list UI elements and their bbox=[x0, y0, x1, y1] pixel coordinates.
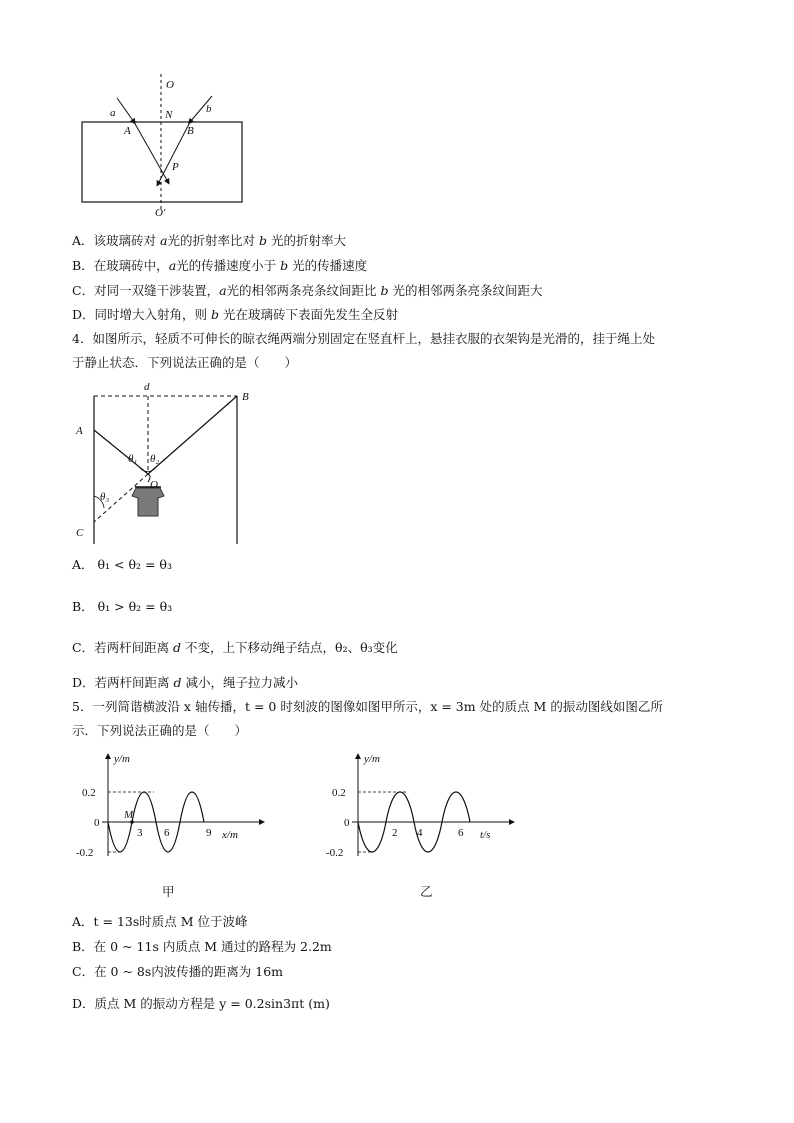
label-C: C bbox=[76, 527, 84, 539]
graph-jia bbox=[72, 748, 272, 868]
caption-jia: 甲 bbox=[162, 884, 175, 899]
ylabel: y/m bbox=[114, 753, 130, 765]
label-b: b bbox=[206, 103, 212, 115]
graph-yi bbox=[322, 748, 522, 868]
q3-option-a: A．该玻璃砖对 a光的折射率比对 b 光的折射率大 bbox=[72, 233, 346, 248]
label-B: B bbox=[242, 391, 249, 403]
caption-yi: 乙 bbox=[420, 884, 433, 899]
q4-stem-line-2: 于静止状态．下列说法正确的是（ ） bbox=[72, 355, 298, 370]
rope-AO bbox=[94, 430, 148, 474]
xtick-2: 2 bbox=[392, 827, 398, 839]
ytick--0.2: -0.2 bbox=[326, 847, 344, 859]
label-P: P bbox=[172, 161, 179, 173]
q3-option-d: D．同时增大入射角，则 b 光在玻璃砖下表面先发生全反射 bbox=[72, 307, 398, 322]
shirt bbox=[132, 488, 164, 516]
ytick--0.2: -0.2 bbox=[76, 847, 94, 859]
label-d: d bbox=[144, 381, 150, 393]
xtick-9: 9 bbox=[206, 827, 212, 839]
label-B: B bbox=[187, 125, 194, 137]
label-O: O bbox=[150, 479, 158, 491]
q4-option-b: B． θ₁ > θ₂ = θ₃ bbox=[72, 599, 173, 614]
label-theta3: θ₃ bbox=[100, 491, 110, 503]
label-N: N bbox=[165, 109, 173, 121]
label-O: O bbox=[166, 79, 174, 91]
ytick-0.2: 0.2 bbox=[82, 787, 96, 799]
q5-option-d: D．质点 M 的振动方程是 y = 0.2sin3πt (m) bbox=[72, 996, 330, 1011]
xlabel: t/s bbox=[480, 829, 491, 841]
ray-a-incident bbox=[117, 98, 134, 122]
ray-a-refracted bbox=[134, 122, 168, 182]
q5-option-b: B．在 0 ~ 11s 内质点 M 通过的路程为 2.2m bbox=[72, 939, 332, 954]
ytick-0.2: 0.2 bbox=[332, 787, 346, 799]
xtick-4: 4 bbox=[417, 827, 423, 839]
xlabel: x/m bbox=[222, 829, 238, 841]
glass-block bbox=[82, 122, 242, 202]
label-A: A bbox=[124, 125, 131, 137]
ytick-0: 0 bbox=[94, 817, 100, 829]
q5-stem-line-2: 示．下列说法正确的是（ ） bbox=[72, 723, 248, 738]
label-A: A bbox=[76, 425, 83, 437]
q4-option-d: D．若两杆间距离 d 减小，绳子拉力减小 bbox=[72, 675, 298, 690]
xtick-3: 3 bbox=[137, 827, 143, 839]
point-M-label: M bbox=[124, 809, 134, 821]
label-theta2: θ₂ bbox=[150, 453, 160, 465]
q4-stem-line-1: 4．如图所示，轻质不可伸长的晾衣绳两端分别固定在竖直杆上，悬挂衣服的衣架钩是光滑的，挂于绳上处 bbox=[72, 331, 655, 346]
label-a: a bbox=[110, 107, 116, 119]
q3-option-b: B．在玻璃砖中，a光的传播速度小于 b 光的传播速度 bbox=[72, 258, 368, 273]
label-O-prime: O' bbox=[155, 207, 166, 219]
q4-option-c: C．若两杆间距离 d 不变，上下移动绳子结点，θ₂、θ₃变化 bbox=[72, 640, 398, 655]
q4-option-a: A． θ₁ < θ₂ = θ₃ bbox=[72, 557, 172, 572]
ylabel: y/m bbox=[364, 753, 380, 765]
ytick-0: 0 bbox=[344, 817, 350, 829]
label-theta1: θ₁ bbox=[128, 453, 138, 465]
q5-option-a: A．t = 13s时质点 M 位于波峰 bbox=[72, 914, 248, 929]
xtick-6: 6 bbox=[164, 827, 170, 839]
clothesline-figure bbox=[72, 376, 252, 548]
ray-b-refracted bbox=[158, 122, 190, 184]
glass-block-figure bbox=[72, 70, 252, 220]
q5-option-c: C．在 0 ~ 8s内波传播的距离为 16m bbox=[72, 964, 284, 979]
xtick-6: 6 bbox=[458, 827, 464, 839]
q3-option-c: C．对同一双缝干涉装置，a光的相邻两条亮条纹间距比 b 光的相邻两条亮条纹间距大 bbox=[72, 283, 543, 298]
q5-stem-line-1: 5．一列简谐横波沿 x 轴传播，t = 0 时刻波的图像如图甲所示，x = 3m 处的质点 M 的振动图线如图乙所 bbox=[72, 699, 663, 714]
rope-OB bbox=[148, 396, 237, 474]
